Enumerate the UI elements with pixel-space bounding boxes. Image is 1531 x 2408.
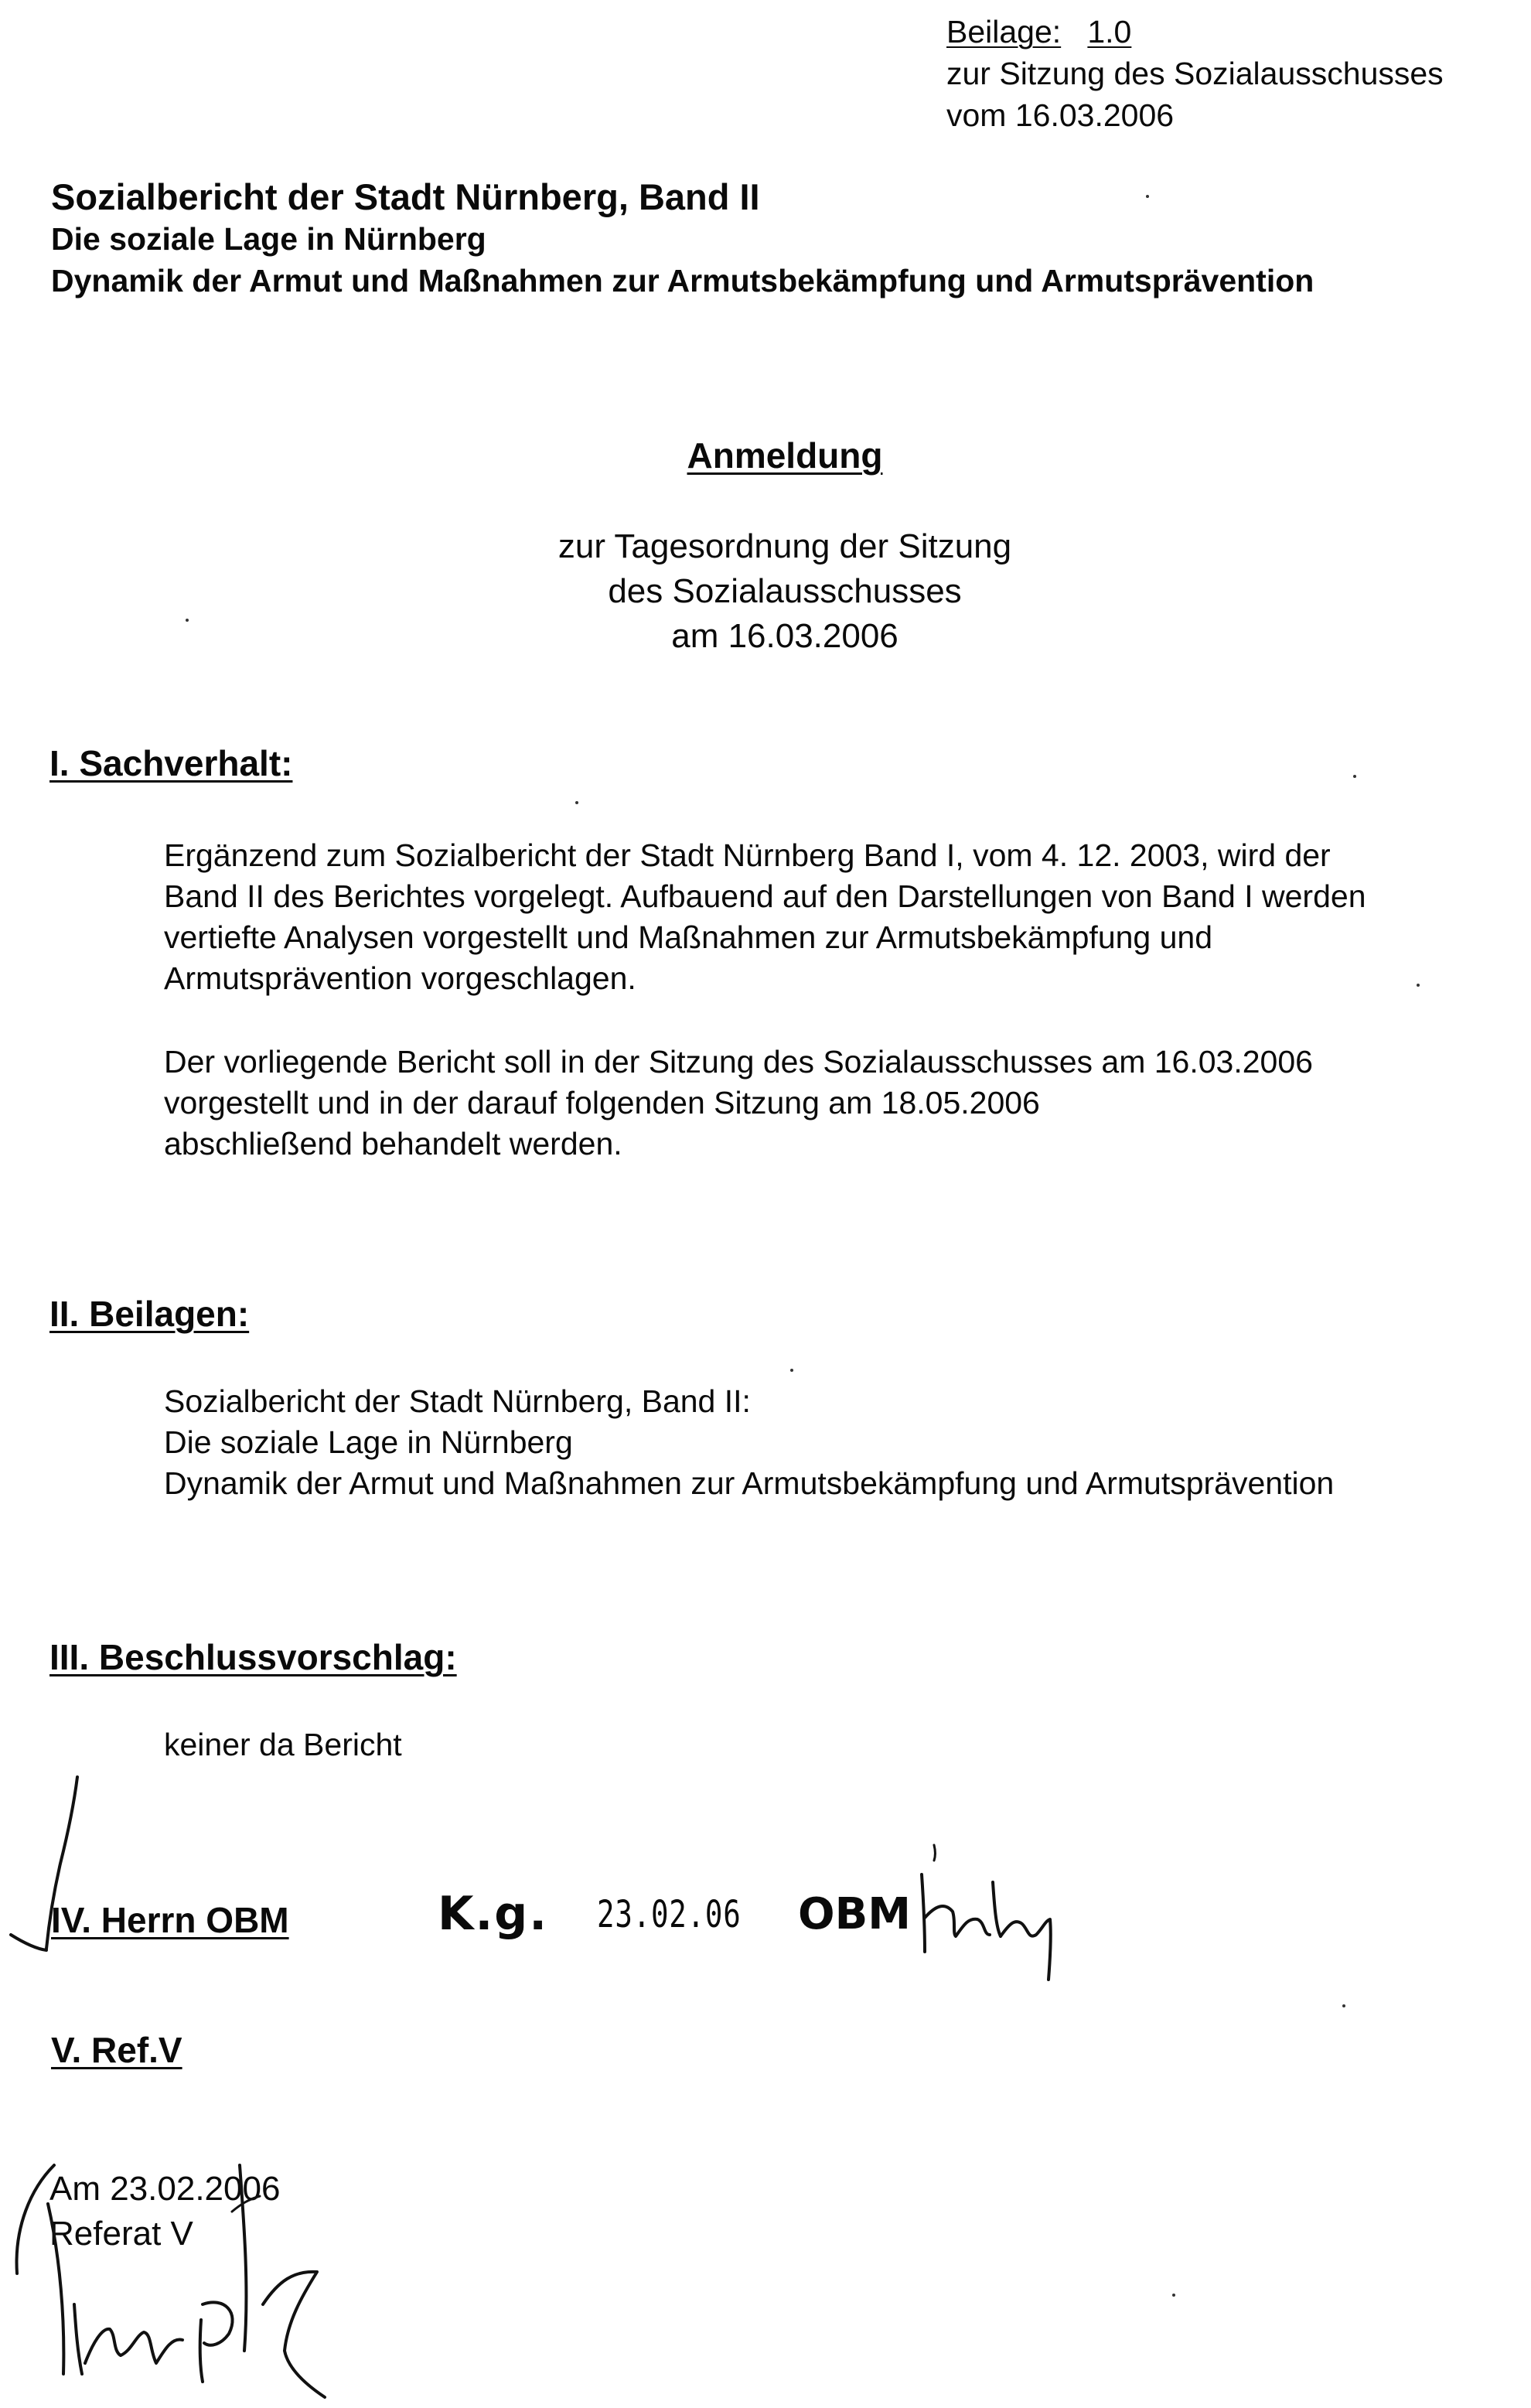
- scan-speck: [575, 801, 578, 804]
- report-title-line-1: Sozialbericht der Stadt Nürnberg, Band II: [51, 176, 760, 217]
- facts-p1-line: Ergänzend zum Sozialbericht der Stadt Nürnberg Band I, vom 4. 12. 2003, wird der: [164, 837, 1331, 873]
- scan-speck: [1417, 984, 1420, 987]
- facts-p1-line: Armutsprävention vorgeschlagen.: [164, 960, 636, 996]
- agenda-line-3: am 16.03.2006: [671, 617, 898, 655]
- report-title: [51, 176, 1314, 302]
- section-facts-heading: I. Sachverhalt:: [49, 743, 293, 783]
- registration-heading: Anmeldung: [687, 435, 883, 476]
- scan-speck: [1146, 195, 1149, 198]
- agenda-line-2: des Sozialausschusses: [608, 572, 962, 610]
- attachment-label-line: [946, 11, 1444, 53]
- handwritten-check-mark: [0, 1771, 85, 1956]
- section-department-heading: V. Ref.V: [51, 2030, 182, 2070]
- proposal-text: keiner da Bericht: [164, 1727, 402, 1762]
- attachment-number: 1.0: [1087, 14, 1132, 49]
- facts-p2-line: abschließend behandelt werden.: [164, 1126, 622, 1161]
- report-title-line-2: Die soziale Lage in Nürnberg: [51, 221, 486, 257]
- stamp-date: 23.02.06: [597, 1893, 742, 1936]
- scan-speck: [790, 1369, 793, 1372]
- scan-speck: [1172, 2294, 1175, 2297]
- handwritten-signature: [0, 2119, 356, 2408]
- attachment-note: [946, 11, 1444, 136]
- handwritten-initials-obm: [912, 1844, 1067, 1983]
- agenda-line-1: zur Tagesordnung der Sitzung: [558, 527, 1012, 565]
- scan-speck: [1353, 775, 1356, 778]
- facts-p1-line: Band II des Berichtes vorgelegt. Aufbauend auf den Darstellungen von Band I werden: [164, 878, 1366, 914]
- report-title-line-3: Dynamik der Armut und Maßnahmen zur Armutsbekämpfung und Armutsprävention: [51, 263, 1314, 298]
- attachment-label: Beilage:: [946, 14, 1062, 49]
- attachments-line: Die soziale Lage in Nürnberg: [164, 1424, 573, 1460]
- attachment-date: vom 16.03.2006: [946, 97, 1175, 133]
- registration-agenda: [0, 524, 1531, 659]
- attachments-line: Sozialbericht der Stadt Nürnberg, Band II:: [164, 1383, 751, 1419]
- scan-speck: [186, 619, 189, 622]
- stamp-obm: OBM: [798, 1889, 912, 1939]
- scan-speck: [1342, 2004, 1345, 2007]
- section-attachments-heading: II. Beilagen:: [49, 1294, 250, 1334]
- attachment-meeting: zur Sitzung des Sozialausschusses: [946, 56, 1444, 91]
- section-mayor-heading: IV. Herrn OBM: [51, 1900, 289, 1940]
- facts-p2-line: vorgestellt und in der darauf folgenden Sitzung am 18.05.2006: [164, 1085, 1040, 1120]
- stamp-kg: K.g.: [438, 1887, 549, 1941]
- closing-office: Referat V: [49, 2215, 193, 2253]
- facts-p2-line: Der vorliegende Bericht soll in der Sitzung des Sozialausschusses am 16.03.2006: [164, 1044, 1313, 1080]
- facts-paragraph-2: [164, 1042, 1313, 1165]
- attachments-list: [164, 1381, 1334, 1504]
- closing-date: Am 23.02.2006: [49, 2170, 281, 2208]
- attachments-line: Dynamik der Armut und Maßnahmen zur Armutsbekämpfung und Armutsprävention: [164, 1465, 1335, 1501]
- facts-paragraph-1: [164, 835, 1366, 999]
- section-proposal-heading: III. Beschlussvorschlag:: [49, 1637, 457, 1677]
- registration-heading-wrap: [0, 435, 1531, 476]
- facts-p1-line: vertiefte Analysen vorgestellt und Maßnahmen zur Armutsbekämpfung und: [164, 919, 1213, 955]
